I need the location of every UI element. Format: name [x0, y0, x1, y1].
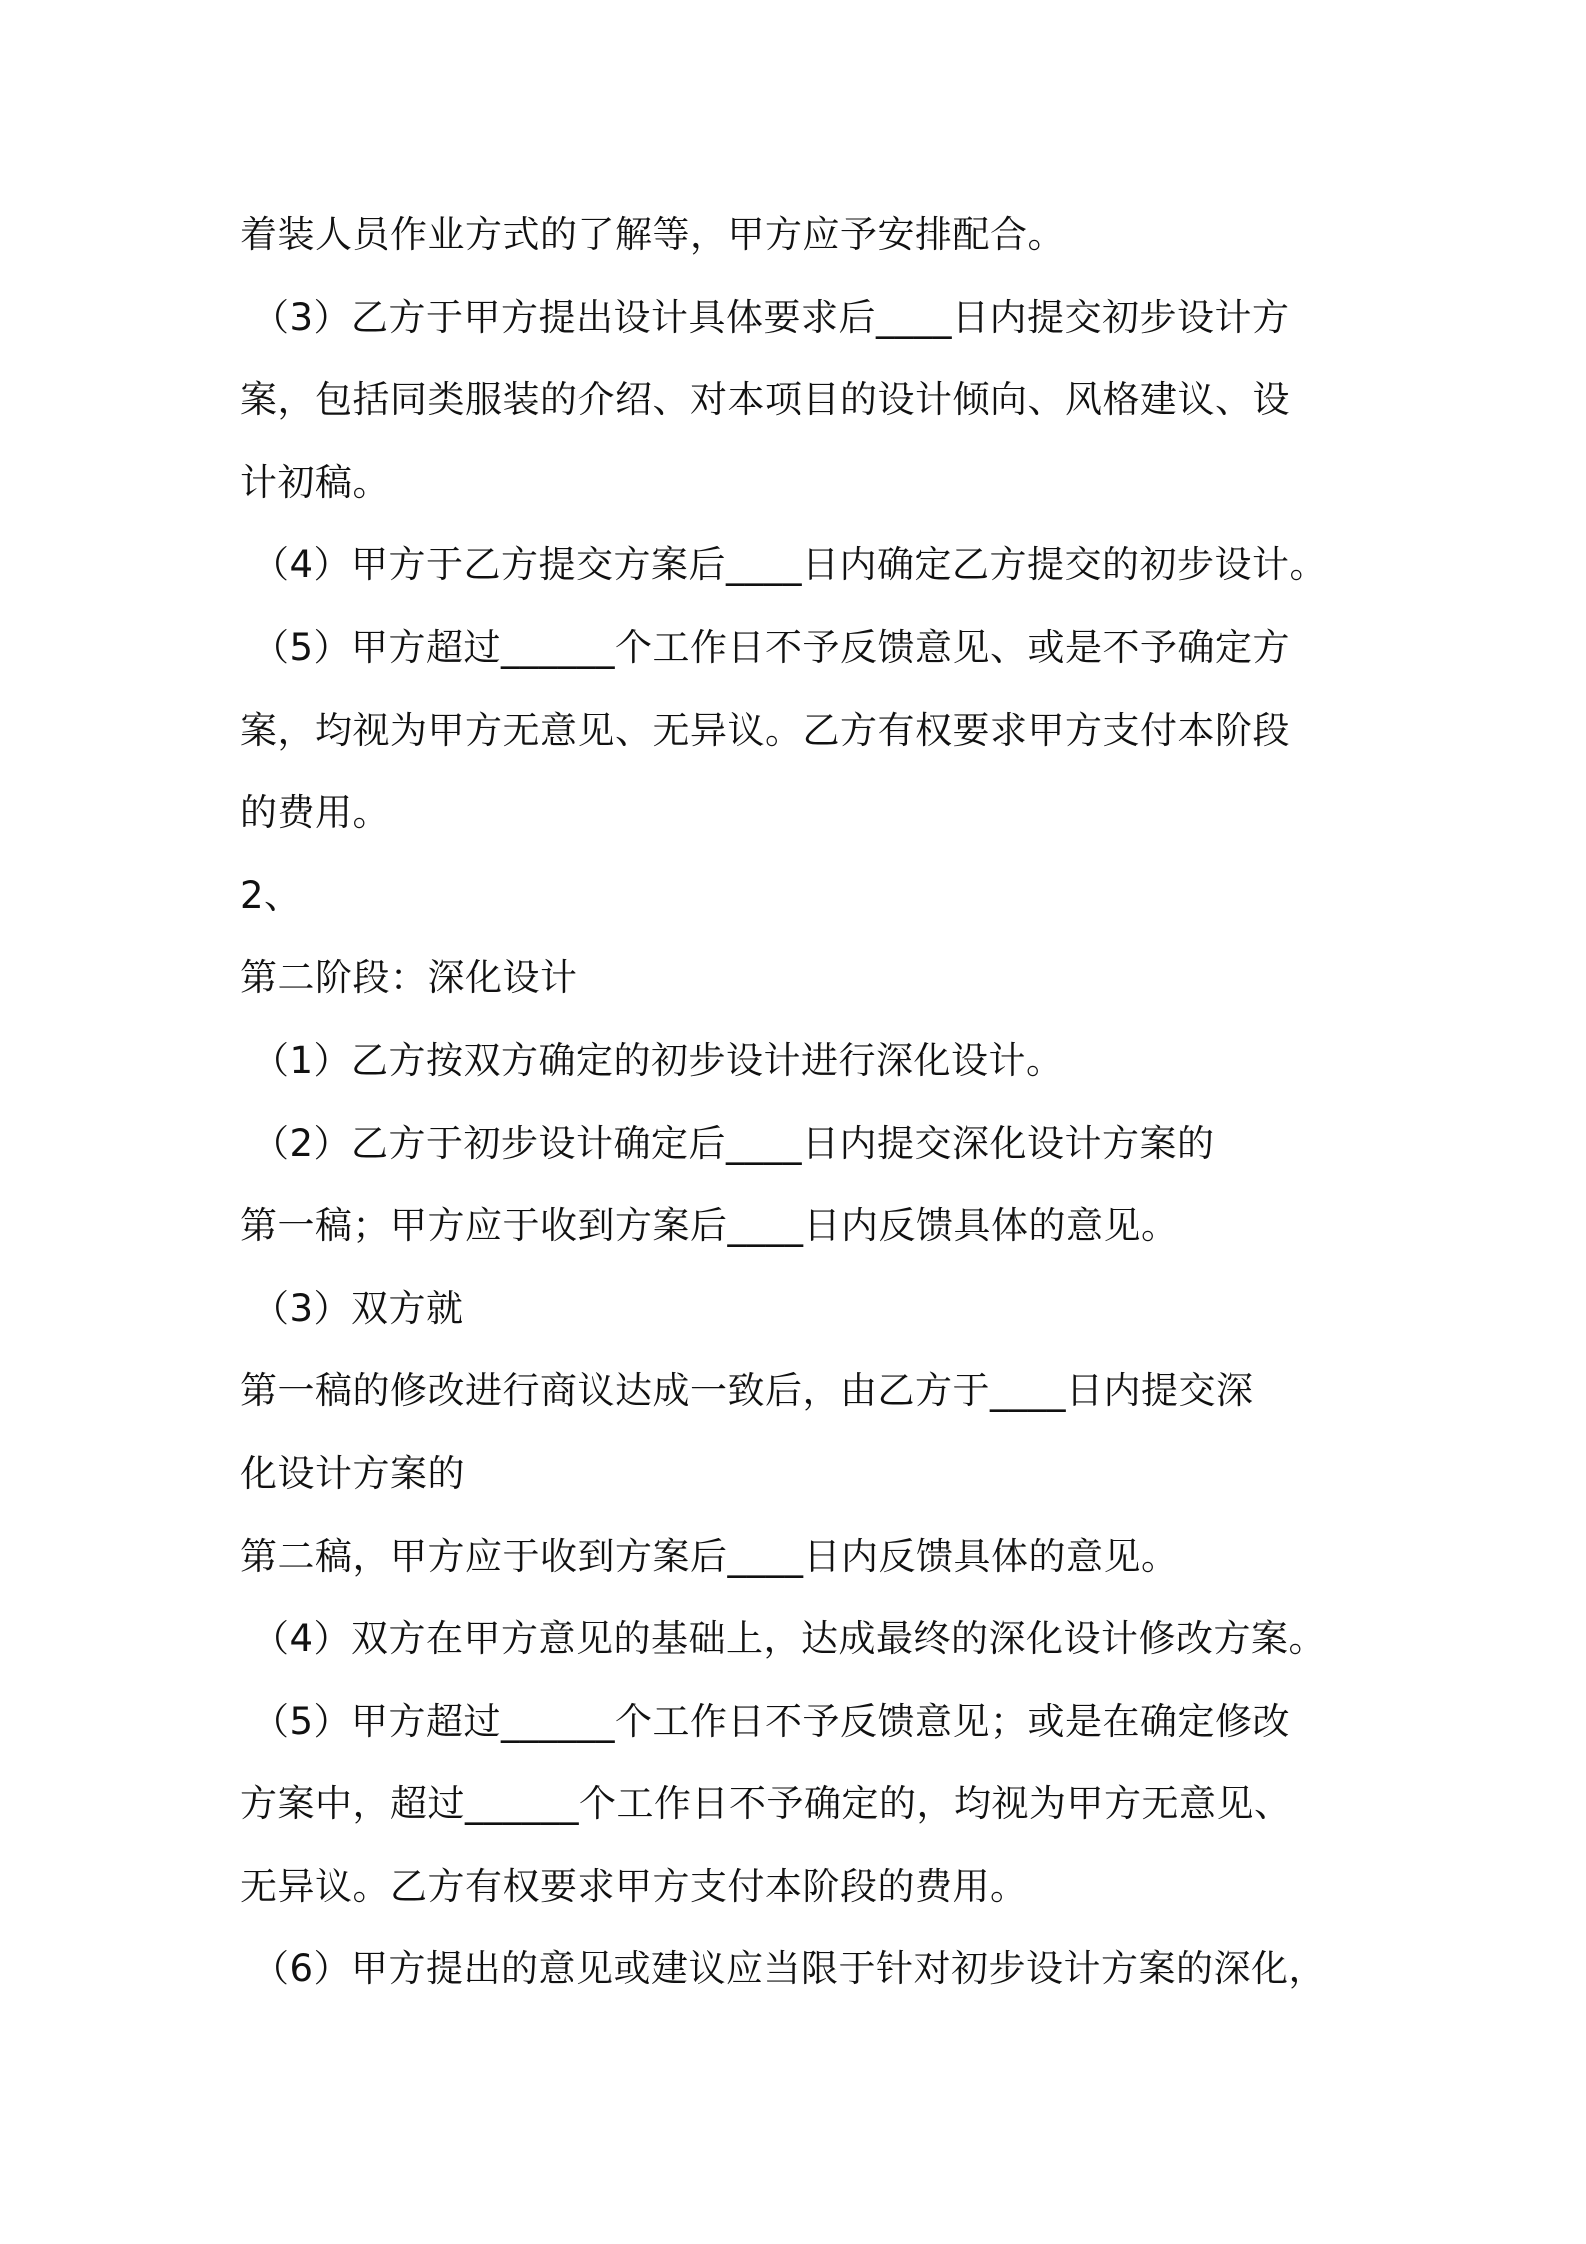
text-line: 着装人员作业方式的了解等，甲方应予安排配合。 [240, 213, 1065, 256]
section-number: 2、 [240, 873, 302, 917]
text-line: 案，包括同类服装的介绍、对本项目的设计倾向、风格建议、设 [240, 378, 1290, 422]
clause-line: （2）乙方于初步设计确定后____日内提交深化设计方案的 [252, 1121, 1215, 1165]
document-body [240, 194, 1390, 2011]
clause-line: （1）乙方按双方确定的初步设计进行深化设计。 [252, 1038, 1064, 1082]
text-line: 计初稿。 [240, 460, 390, 504]
clause-line: （5）甲方超过______个工作日不予反馈意见、或是不予确定方 [252, 625, 1291, 669]
text-line: 第二稿，甲方应于收到方案后____日内反馈具体的意见。 [240, 1534, 1179, 1578]
clause-line: （3）双方就 [252, 1286, 464, 1330]
text-line: 第一稿；甲方应于收到方案后____日内反馈具体的意见。 [240, 1204, 1179, 1248]
clause-line: （3）乙方于甲方提出设计具体要求后____日内提交初步设计方 [252, 295, 1290, 339]
clause-line: （4）双方在甲方意见的基础上，达成最终的深化设计修改方案。 [252, 1617, 1327, 1661]
text-line: 第一稿的修改进行商议达成一致后，由乙方于____日内提交深 [240, 1369, 1254, 1413]
text-line: 的费用。 [240, 791, 390, 835]
clause-line: （6）甲方提出的意见或建议应当限于针对初步设计方案的深化， [252, 1947, 1327, 1991]
section-heading: 第二阶段：深化设计 [240, 956, 578, 1000]
text-line: 方案中，超过______个工作日不予确定的，均视为甲方无意见、 [240, 1782, 1292, 1826]
text-line: 化设计方案的 [240, 1451, 465, 1495]
text-line: 案，均视为甲方无意见、无异议。乙方有权要求甲方支付本阶段 [240, 708, 1290, 752]
text-line: 无异议。乙方有权要求甲方支付本阶段的费用。 [240, 1864, 1028, 1908]
clause-line: （5）甲方超过______个工作日不予反馈意见；或是在确定修改 [252, 1699, 1291, 1743]
clause-line: （4）甲方于乙方提交方案后____日内确定乙方提交的初步设计。 [252, 543, 1328, 587]
